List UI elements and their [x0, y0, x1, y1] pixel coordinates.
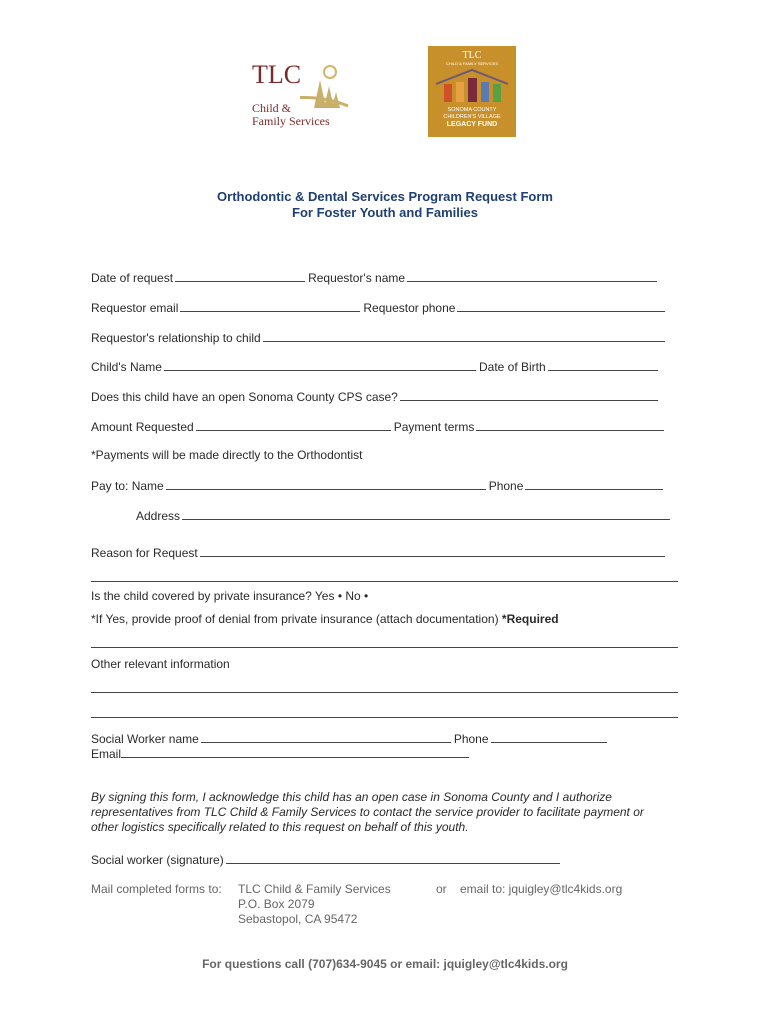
label: Date of Birth — [478, 360, 546, 374]
requestor-name-field[interactable] — [407, 270, 657, 282]
label: *If Yes, provide proof of denial from private insurance (attach documentation) — [91, 612, 502, 626]
payments-note: *Payments will be made directly to the Orthodontist — [91, 448, 363, 462]
social-worker-name-field[interactable] — [201, 731, 451, 743]
label: Does this child have an open Sonoma County CPS case? — [91, 390, 398, 404]
insurance-line[interactable] — [91, 647, 678, 648]
mail-address: TLC Child & Family Services P.O. Box 2079 Sebastopol, CA 95472 — [238, 882, 391, 926]
label: Phone — [453, 732, 489, 746]
pay-to-phone-field[interactable] — [525, 478, 663, 490]
mail-email[interactable]: email to: jquigley@tlc4kids.org — [460, 882, 623, 896]
label: Payment terms — [393, 420, 475, 434]
other-info-line-2[interactable] — [91, 717, 678, 718]
label: Phone — [488, 479, 524, 493]
relationship-field[interactable] — [263, 330, 665, 342]
form-title: Orthodontic & Dental Services Program Request Form — [217, 189, 553, 204]
children-house-icon — [428, 66, 516, 104]
form-subtitle: For Foster Youth and Families — [292, 205, 478, 220]
logo-text: CHILDREN'S VILLAGE — [443, 114, 501, 120]
cps-case-field[interactable] — [400, 389, 658, 401]
address-field[interactable] — [182, 508, 670, 520]
label: Email — [91, 747, 122, 761]
date-of-request-field[interactable] — [175, 270, 305, 282]
acknowledgement: By signing this form, I acknowledge this child has an open case in Sonoma County and I authorize representatives from TLC Child & Family Services to contact the service provider to facilitate payment or other logistics specifically related to this request on behalf of this youth. — [91, 790, 644, 834]
label: Pay to: Name — [91, 479, 164, 493]
reason-field[interactable] — [200, 545, 665, 557]
insurance-question: Is the child covered by private insurance? Yes • No • — [91, 589, 369, 603]
required-note: *Required — [501, 612, 559, 626]
legacy-fund-logo — [428, 46, 516, 137]
label: Reason for Request — [91, 546, 198, 560]
label: Requestor phone — [363, 301, 456, 315]
logo-text: Child & — [252, 101, 292, 115]
pay-to-name-field[interactable] — [166, 478, 486, 490]
label: Requestor's relationship to child — [91, 331, 261, 345]
mail-label: Mail completed forms to: — [91, 882, 222, 896]
or-text: or — [436, 882, 447, 896]
logo-text: TLC — [462, 50, 482, 61]
other-info-line-1[interactable] — [91, 692, 678, 693]
logo-text: TLC — [252, 60, 302, 89]
amount-field[interactable] — [196, 419, 391, 431]
requestor-email-field[interactable] — [180, 300, 360, 312]
date-of-birth-field[interactable] — [548, 359, 658, 371]
label: Other relevant information — [91, 657, 230, 671]
footer-contact: For questions call (707)634-9045 or email: jquigley@tlc4kids.org — [202, 957, 568, 971]
social-worker-phone-field[interactable] — [491, 731, 607, 743]
label: Child's Name — [91, 360, 162, 374]
label: Social worker (signature) — [91, 853, 224, 867]
logo-text: SONOMA COUNTY — [447, 107, 497, 113]
signature-field[interactable] — [226, 852, 560, 864]
label: Requestor's name — [308, 271, 406, 285]
child-name-field[interactable] — [164, 359, 476, 371]
label: Amount Requested — [91, 420, 194, 434]
tlc-logo — [250, 60, 350, 132]
label: Requestor email — [91, 301, 179, 315]
social-worker-email-field[interactable] — [121, 746, 469, 758]
label: Address — [136, 509, 181, 523]
label: Date of request — [91, 271, 174, 285]
logo-text: LEGACY FUND — [446, 121, 498, 128]
payment-terms-field[interactable] — [476, 419, 664, 431]
label: Social Worker name — [91, 732, 199, 746]
requestor-phone-field[interactable] — [457, 300, 665, 312]
logo-text: Family Services — [252, 114, 330, 128]
reason-line-2[interactable] — [91, 581, 678, 582]
logo-text: CHILD & FAMILY SERVICES — [445, 61, 499, 66]
